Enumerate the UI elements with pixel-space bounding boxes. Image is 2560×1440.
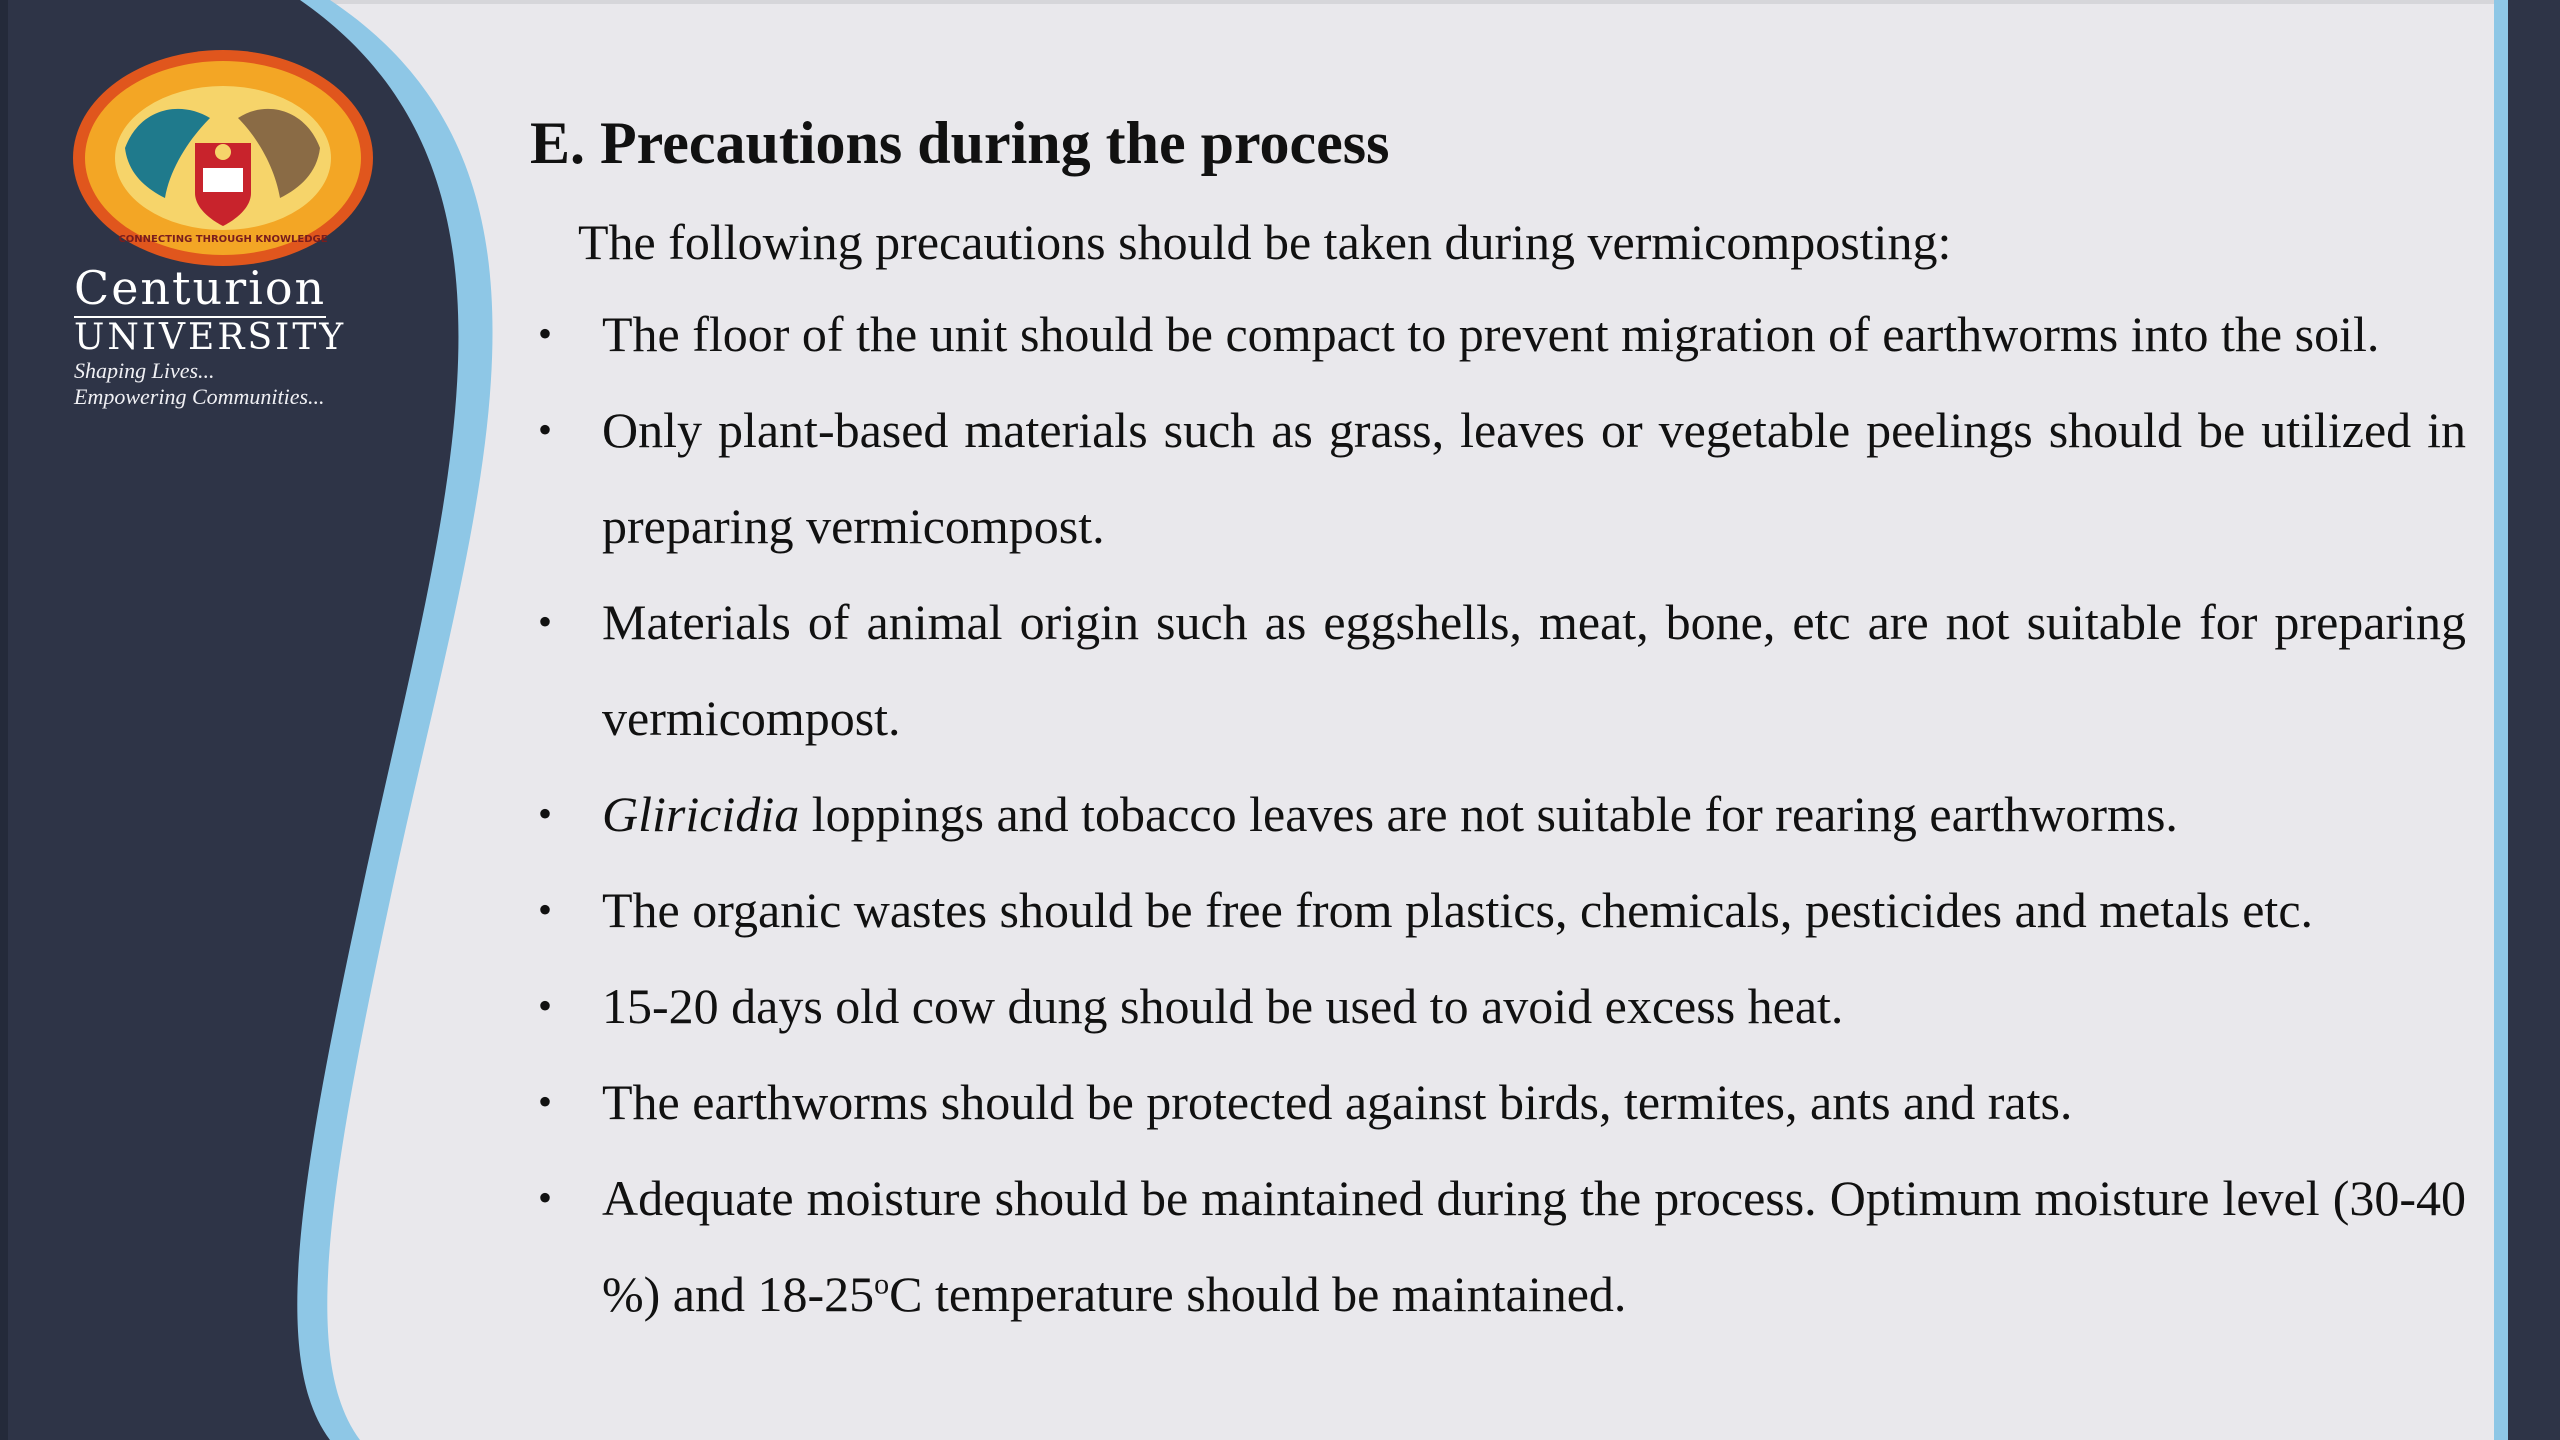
bullet-emphasis: Gliricidia	[602, 786, 800, 842]
right-accent-strip	[2494, 0, 2508, 1440]
list-item	[530, 574, 2466, 766]
bullet-dot: •	[538, 407, 553, 452]
bullet-dot: •	[538, 1079, 553, 1124]
bullet-text: C temperature should be maintained.	[889, 1266, 1627, 1322]
list-item	[530, 766, 2466, 862]
list-item	[530, 1054, 2466, 1150]
precautions-list	[530, 286, 2466, 1342]
svg-text:CONNECTING THROUGH KNOWLEDGE: CONNECTING THROUGH KNOWLEDGE	[118, 234, 328, 245]
right-navy-strip	[2508, 0, 2560, 1440]
bullet-text: The earthworms should be protected against birds, termites, ants and rats.	[602, 1074, 2073, 1130]
degree-superscript: o	[874, 1267, 890, 1301]
bullet-text: The organic wastes should be free from plastics, chemicals, pesticides and metals etc.	[602, 882, 2314, 938]
list-item	[530, 958, 2466, 1054]
bullet-dot: •	[538, 887, 553, 932]
brand-tagline-1: Shaping Lives...	[74, 358, 215, 383]
bullet-dot: •	[538, 599, 553, 644]
bullet-dot: •	[538, 983, 553, 1028]
brand-tagline-2: Empowering Communities...	[74, 384, 325, 409]
bullet-text: 15-20 days old cow dung should be used to avoid excess heat.	[602, 978, 1844, 1034]
bullet-dot: •	[538, 791, 553, 836]
slide-heading: E. Precautions during the process	[530, 110, 1390, 176]
bullet-dot: •	[538, 1175, 553, 1220]
bullet-text: loppings and tobacco leaves are not suitable for rearing earthworms.	[799, 786, 2178, 842]
bullet-text: Only plant-based materials such as grass, leaves or vegetable peelings should be utilized in preparing vermicompost.	[602, 402, 2466, 554]
bullet-text: Materials of animal origin such as eggshells, meat, bone, etc are not suitable for preparing vermicompost.	[602, 594, 2466, 746]
intro-text: The following precautions should be taken during vermicomposting:	[578, 214, 1952, 270]
bullet-dot: •	[538, 311, 553, 356]
list-item	[530, 286, 2466, 382]
bullet-text: Adequate moisture should be maintained during the process. Optimum moisture level (30-40 %) and 18-25	[602, 1170, 2466, 1322]
university-logo	[70, 48, 376, 268]
list-item	[530, 862, 2466, 958]
brand-name: Centurion	[74, 262, 326, 318]
slide-content	[530, 100, 2466, 1342]
brand-subname: UNIVERSITY	[74, 317, 347, 358]
list-item	[530, 382, 2466, 574]
brand-block	[74, 262, 434, 410]
list-item	[530, 1150, 2466, 1342]
bullet-text: The floor of the unit should be compact to prevent migration of earthworms into the soil.	[602, 306, 2380, 362]
